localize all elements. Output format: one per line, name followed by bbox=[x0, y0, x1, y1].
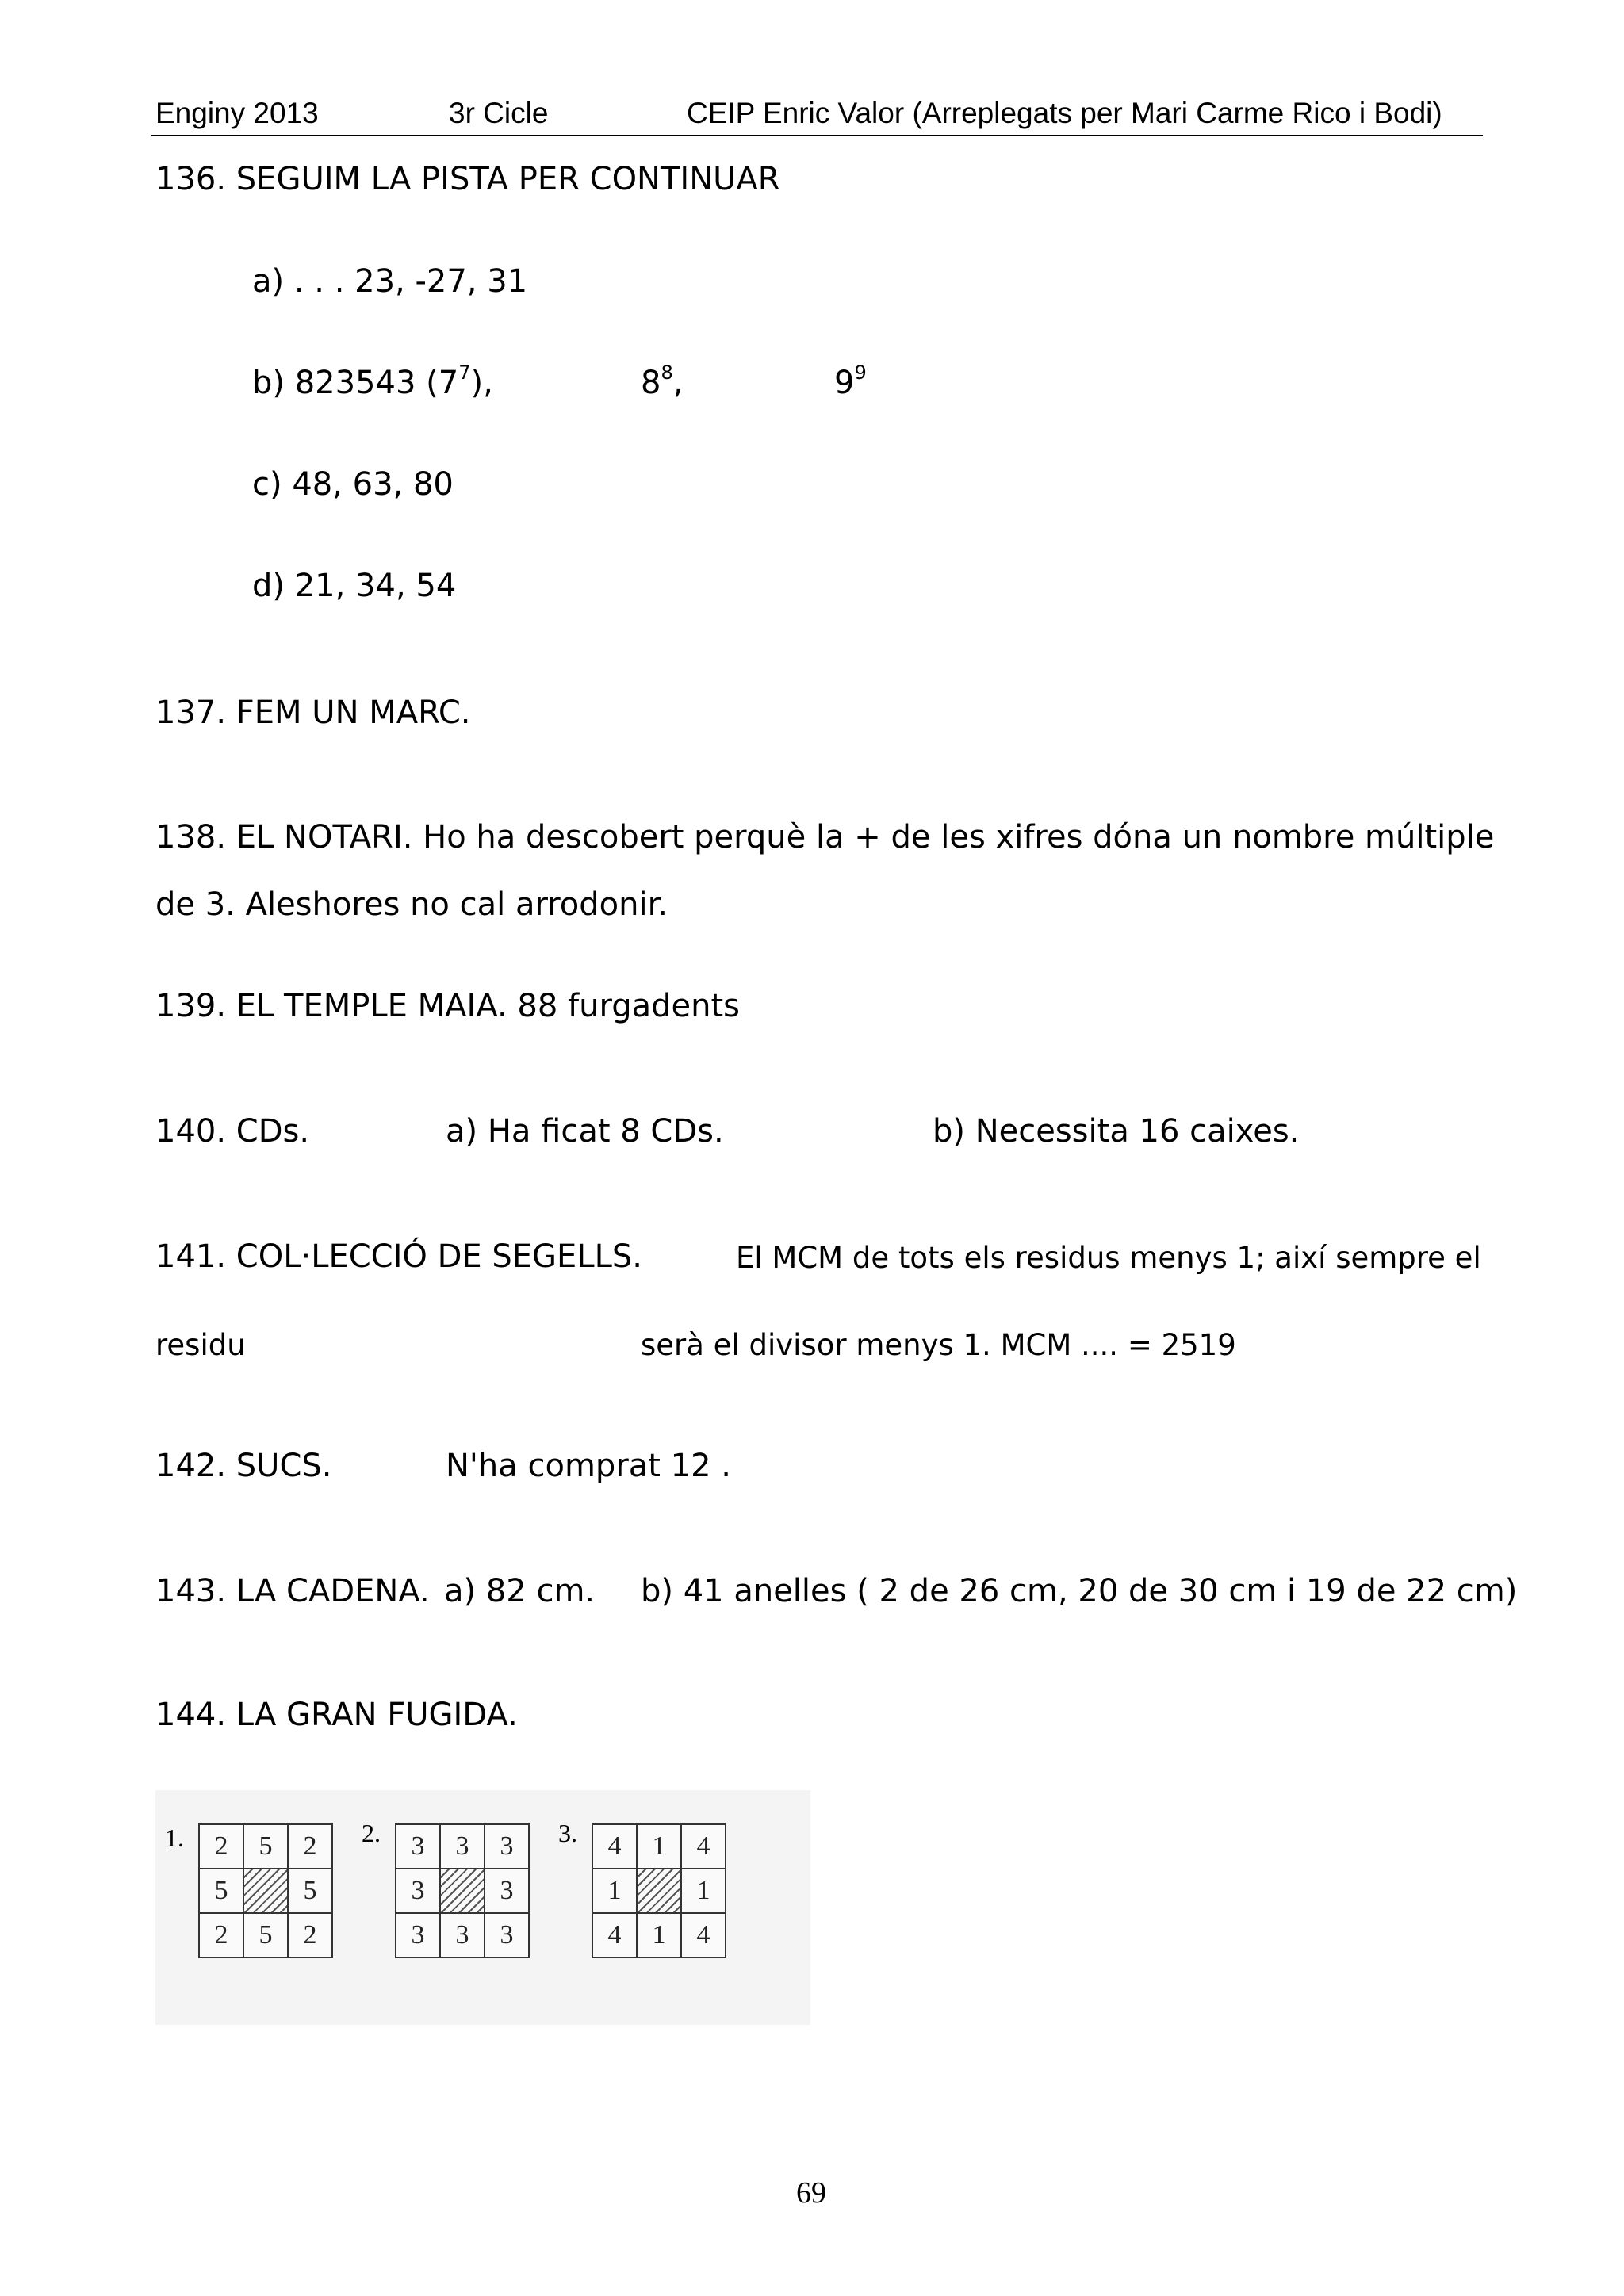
grid-2 bbox=[395, 1823, 530, 1958]
grid-cell: 4 bbox=[682, 1914, 726, 1958]
item-136-a: a) . . . 23, -27, 31 bbox=[252, 263, 528, 300]
grid-cell: 4 bbox=[682, 1825, 726, 1869]
grid-cell: 4 bbox=[593, 1825, 638, 1869]
item-142-text: N'ha comprat 12 . bbox=[446, 1448, 731, 1484]
grid-cell: 1 bbox=[638, 1914, 682, 1958]
item-144-title: 144. LA GRAN FUGIDA. bbox=[155, 1697, 518, 1733]
grid-cell: 3 bbox=[396, 1825, 441, 1869]
header-rule bbox=[151, 135, 1483, 136]
item-137-title: 137. FEM UN MARC. bbox=[155, 695, 471, 731]
page-number: 69 bbox=[796, 2176, 826, 2210]
header-middle: 3r Cicle bbox=[449, 97, 549, 129]
grid-cell: 1 bbox=[638, 1825, 682, 1869]
item-143-b: b) 41 anelles ( 2 de 26 cm, 20 de 30 cm i 19 de 22 cm) bbox=[641, 1573, 1518, 1609]
grid-cell: 5 bbox=[200, 1869, 244, 1914]
grid-cell: 5 bbox=[289, 1869, 333, 1914]
grid-cell-hatched bbox=[441, 1869, 485, 1914]
item-141-word: residu bbox=[155, 1328, 246, 1362]
item-141-text1: El MCM de tots els residus menys 1; així sempre el bbox=[736, 1241, 1481, 1275]
grid-cell: 1 bbox=[682, 1869, 726, 1914]
grid-1-label: 1. bbox=[165, 1823, 184, 1852]
item-143-a: a) 82 cm. bbox=[444, 1573, 596, 1609]
item-141-title: 141. COL·LECCIÓ DE SEGELLS. bbox=[155, 1238, 643, 1275]
item-138-line1: 138. EL NOTARI. Ho ha descobert perquè la + de les xifres dóna un nombre múltiple bbox=[155, 819, 1495, 855]
item-141-text2: serà el divisor menys 1. MCM .... = 2519 bbox=[641, 1328, 1236, 1362]
grid-cell: 5 bbox=[244, 1825, 289, 1869]
item-136-b-third: $9^9$ bbox=[834, 362, 867, 401]
item-138-line2: de 3. Aleshores no cal arrodonir. bbox=[155, 886, 668, 923]
item-139: 139. EL TEMPLE MAIA. 88 furgadents bbox=[155, 988, 740, 1024]
item-140-title: 140. CDs. bbox=[155, 1113, 310, 1150]
grid-cell: 2 bbox=[200, 1914, 244, 1958]
grid-cell: 3 bbox=[485, 1914, 530, 1958]
grid-2-label: 2. bbox=[362, 1819, 381, 1847]
header-left: Enginy 2013 bbox=[155, 97, 319, 129]
grid-cell: 1 bbox=[593, 1869, 638, 1914]
grid-cell: 2 bbox=[289, 1825, 333, 1869]
grid-1 bbox=[198, 1823, 333, 1958]
item-142-title: 142. SUCS. bbox=[155, 1448, 332, 1484]
grid-cell: 2 bbox=[200, 1825, 244, 1869]
grid-figure bbox=[155, 1790, 810, 2025]
item-143-title: 143. LA CADENA. bbox=[155, 1573, 430, 1609]
grid-3 bbox=[592, 1823, 726, 1958]
grid-cell: 3 bbox=[485, 1869, 530, 1914]
grid-cell-hatched bbox=[244, 1869, 289, 1914]
grid-cell: 5 bbox=[244, 1914, 289, 1958]
grid-cell: 3 bbox=[441, 1825, 485, 1869]
item-136-d: d) 21, 34, 54 bbox=[252, 568, 457, 604]
grid-cell: 3 bbox=[396, 1914, 441, 1958]
item-136-c: c) 48, 63, 80 bbox=[252, 466, 454, 503]
grid-cell-hatched bbox=[638, 1869, 682, 1914]
grid-cell: 4 bbox=[593, 1914, 638, 1958]
grid-3-label: 3. bbox=[558, 1819, 577, 1847]
item-140-a: a) Ha ficat 8 CDs. bbox=[446, 1113, 724, 1150]
item-140-b: b) Necessita 16 caixes. bbox=[933, 1113, 1300, 1150]
grid-cell: 3 bbox=[441, 1914, 485, 1958]
grid-cell: 2 bbox=[289, 1914, 333, 1958]
grid-cell: 3 bbox=[396, 1869, 441, 1914]
grid-cell: 3 bbox=[485, 1825, 530, 1869]
header-right: CEIP Enric Valor (Arreplegats per Mari Carme Rico i Bodi) bbox=[687, 97, 1442, 129]
item-136-b-first: b) 823543 $(7^7)$, bbox=[252, 362, 493, 401]
item-136-title: 136. SEGUIM LA PISTA PER CONTINUAR bbox=[155, 161, 780, 197]
item-136-b-second: $8^8$, bbox=[641, 362, 684, 401]
